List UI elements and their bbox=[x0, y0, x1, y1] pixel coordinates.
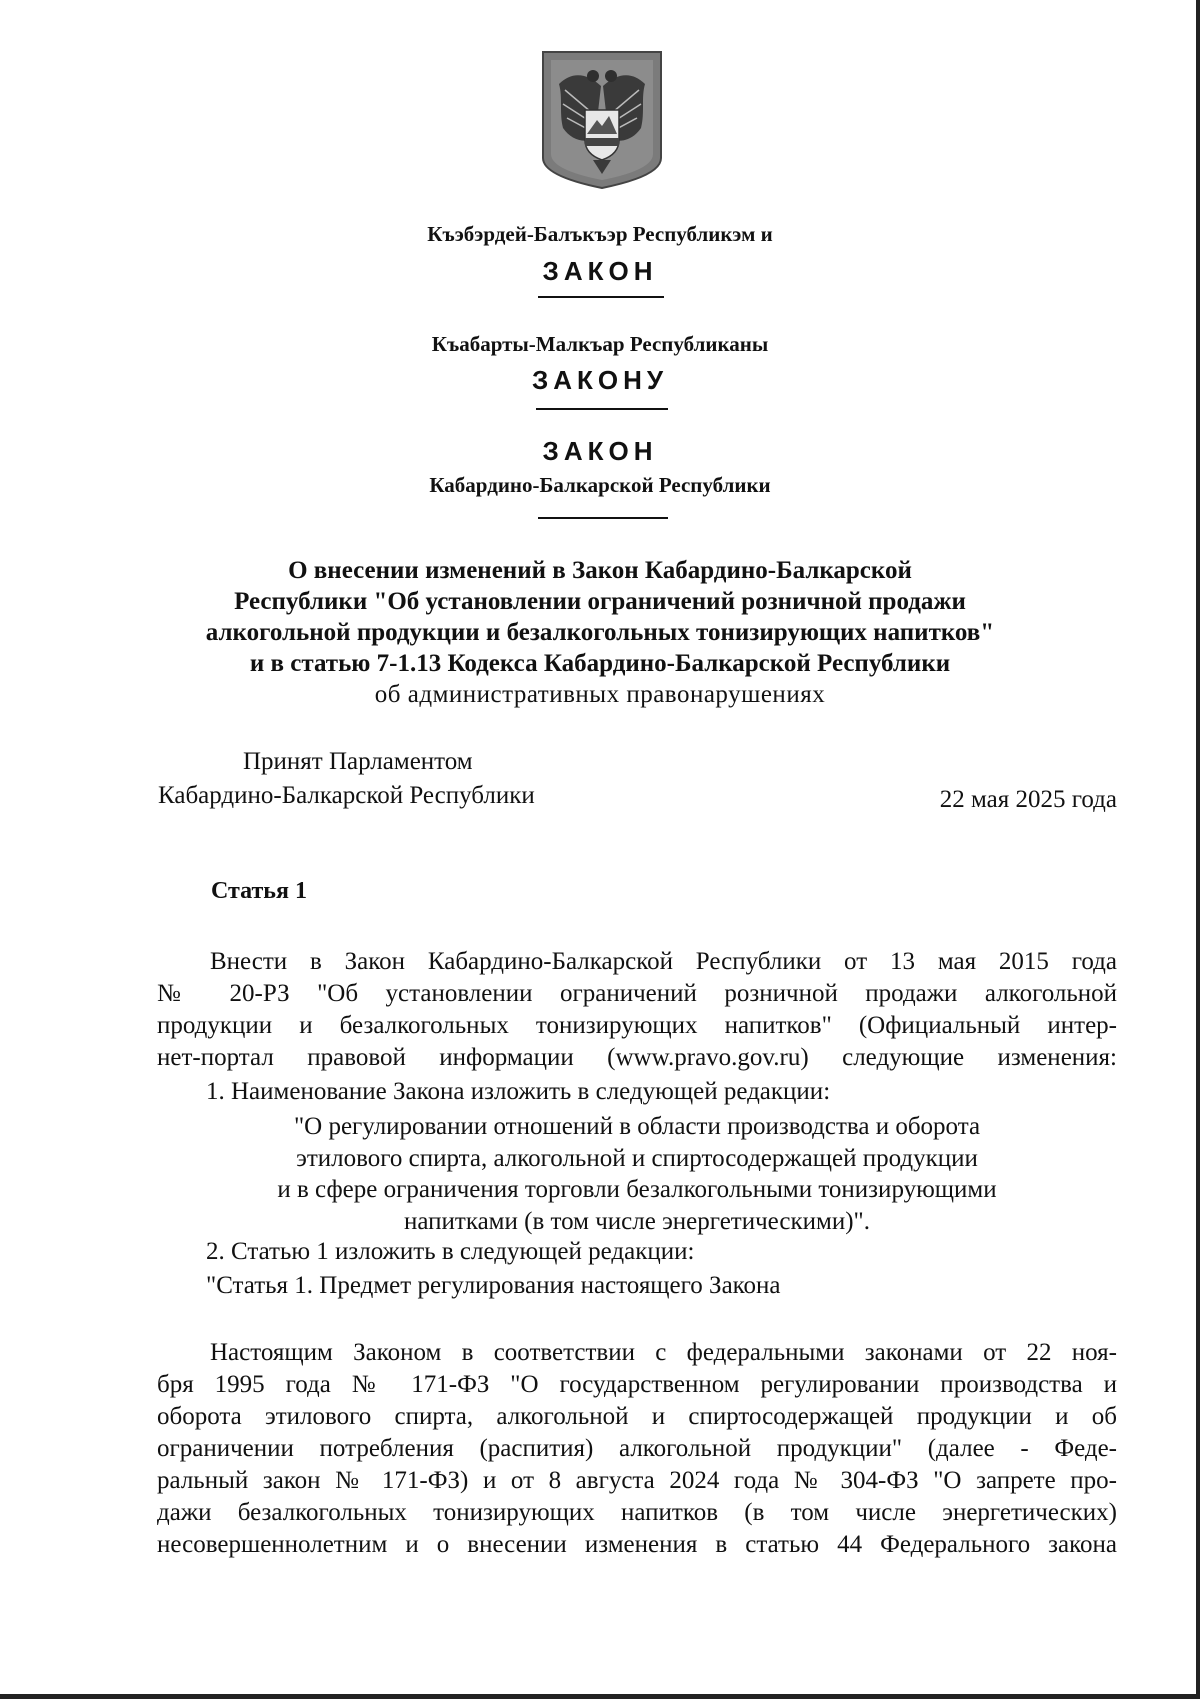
text-line: нет-портал правовой информации (www.pravo.gov.ru) следующие изменения: bbox=[157, 1044, 1117, 1071]
quote-line: "О регулировании отношений в области производства и оборота bbox=[293, 1113, 981, 1140]
text-line: ральный закон № 171-ФЗ) и от 8 августа 2024 года № 304-ФЗ "О запрете про- bbox=[157, 1467, 1117, 1494]
law-title-line: О внесении изменений в Закон Кабардино-Балкарской bbox=[288, 557, 912, 584]
item-2-article-heading: "Статья 1. Предмет регулирования настоящего Закона bbox=[206, 1272, 781, 1299]
text-line: бря 1995 года № 171-ФЗ "О государственном регулировании производства и bbox=[157, 1371, 1117, 1398]
new-law-name bbox=[157, 1111, 1117, 1237]
adopted-by-line1: Принят Парламентом bbox=[243, 748, 473, 775]
text-line: дажи безалкогольных тонизирующих напитков (в том числе энергетических) bbox=[157, 1499, 1117, 1526]
divider-rule bbox=[538, 517, 668, 519]
article-body bbox=[157, 1337, 1117, 1561]
quote-line: этилового спирта, алкогольной и спиртосодержащей продукции bbox=[296, 1144, 978, 1172]
adopted-by-line2: Кабардино-Балкарской Республики bbox=[158, 782, 535, 809]
quote-line: напитками (в том числе энергетическими)". bbox=[403, 1207, 870, 1235]
text-line: оборота этилового спирта, алкогольной и спиртосодержащей продукции и об bbox=[157, 1403, 1117, 1430]
item-1: 1. Наименование Закона изложить в следующей редакции: bbox=[206, 1078, 831, 1105]
law-title-line: Республики "Об установлении ограничений розничной продажи bbox=[234, 588, 966, 615]
text-line: несовершеннолетним и о внесении изменения в статью 44 Федерального закона bbox=[157, 1531, 1117, 1558]
text-line: Настоящим Законом в соответствии с федеральными законами от 22 ноя- bbox=[210, 1339, 1117, 1366]
text-line: Внести в Закон Кабардино-Балкарской Республики от 13 мая 2015 года bbox=[210, 948, 1117, 975]
law-title bbox=[150, 555, 1050, 710]
kabardian-law-label: ЗАКОН bbox=[542, 256, 658, 286]
text-line: продукции и безалкогольных тонизирующих напитков" (Официальный интер- bbox=[157, 1012, 1117, 1039]
scan-right-edge bbox=[1196, 0, 1200, 1699]
text-line: № 20-РЗ "Об установлении ограничений розничной продажи алкогольной bbox=[157, 980, 1117, 1007]
kabardian-title: Къэбэрдей-Балъкъэр Республикэм и bbox=[427, 222, 773, 246]
scan-bottom-edge bbox=[0, 1694, 1200, 1699]
article-intro bbox=[157, 946, 1117, 1074]
balkar-law-label: ЗАКОНУ bbox=[531, 365, 669, 395]
quote-line: и в сфере ограничения торговли безалкогольными тонизирующими bbox=[277, 1176, 997, 1203]
divider-rule bbox=[538, 296, 664, 298]
russian-law-label: ЗАКОН bbox=[542, 436, 658, 466]
item-2: 2. Статью 1 изложить в следующей редакции: bbox=[206, 1238, 695, 1265]
balkar-title: Къабарты-Малкъар Республиканы bbox=[431, 332, 769, 356]
article-heading: Статья 1 bbox=[211, 878, 307, 904]
russian-title: Кабардино-Балкарской Республики bbox=[429, 473, 771, 497]
law-title-line: и в статью 7-1.13 Кодекса Кабардино-Балкарской Республики bbox=[249, 650, 951, 677]
law-title-line: алкогольной продукции и безалкогольных тонизирующих напитков" bbox=[205, 619, 995, 646]
coat-of-arms-emblem bbox=[541, 50, 663, 190]
adoption-date: 22 мая 2025 года bbox=[939, 786, 1117, 813]
text-line: ограничении потребления (распития) алкогольной продукции" (далее - Феде- bbox=[157, 1435, 1117, 1462]
divider-rule bbox=[536, 408, 668, 410]
law-title-line: об административных правонарушениях bbox=[374, 681, 826, 708]
